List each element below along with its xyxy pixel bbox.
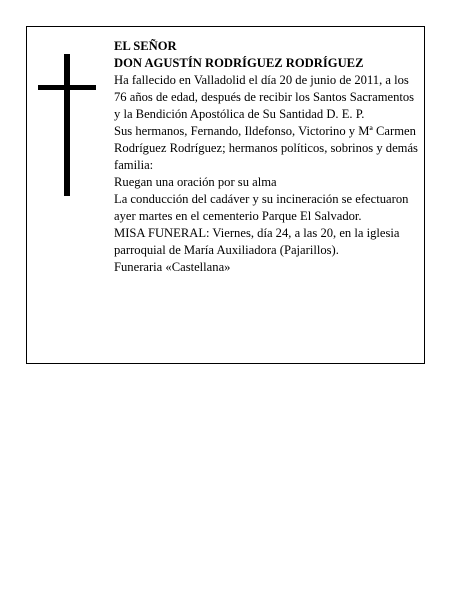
death-paragraph: Ha fallecido en Valladolid el día 20 de junio de 2011, a los 76 años de edad, después de recibir los Santos Sacramentos y la Bendición Apostólica de Su Santidad D. E. P.	[114, 73, 415, 121]
obituary-text	[114, 38, 420, 276]
deceased-name: DON AGUSTÍN RODRÍGUEZ RODRÍGUEZ	[114, 56, 364, 70]
latin-cross-icon	[38, 54, 96, 196]
funeral-home-paragraph: Funeraria «Castellana»	[114, 260, 231, 274]
title-line-1: EL SEÑOR	[114, 39, 177, 53]
cremation-paragraph: La conducción del cadáver y su incineración se efectuaron ayer martes en el cementerio Parque El Salvador.	[114, 192, 409, 223]
prayer-paragraph: Ruegan una oración por su alma	[114, 175, 277, 189]
family-paragraph: Sus hermanos, Fernando, Ildefonso, Victorino y Mª Carmen Rodríguez Rodríguez; hermanos políticos, sobrinos y demás familia:	[114, 124, 418, 172]
cross-vertical-bar	[64, 54, 70, 196]
funeral-mass-paragraph: MISA FUNERAL: Viernes, día 24, a las 20, en la iglesia parroquial de María Auxiliadora (Pajarillos).	[114, 226, 400, 257]
cross-horizontal-bar	[38, 85, 96, 90]
